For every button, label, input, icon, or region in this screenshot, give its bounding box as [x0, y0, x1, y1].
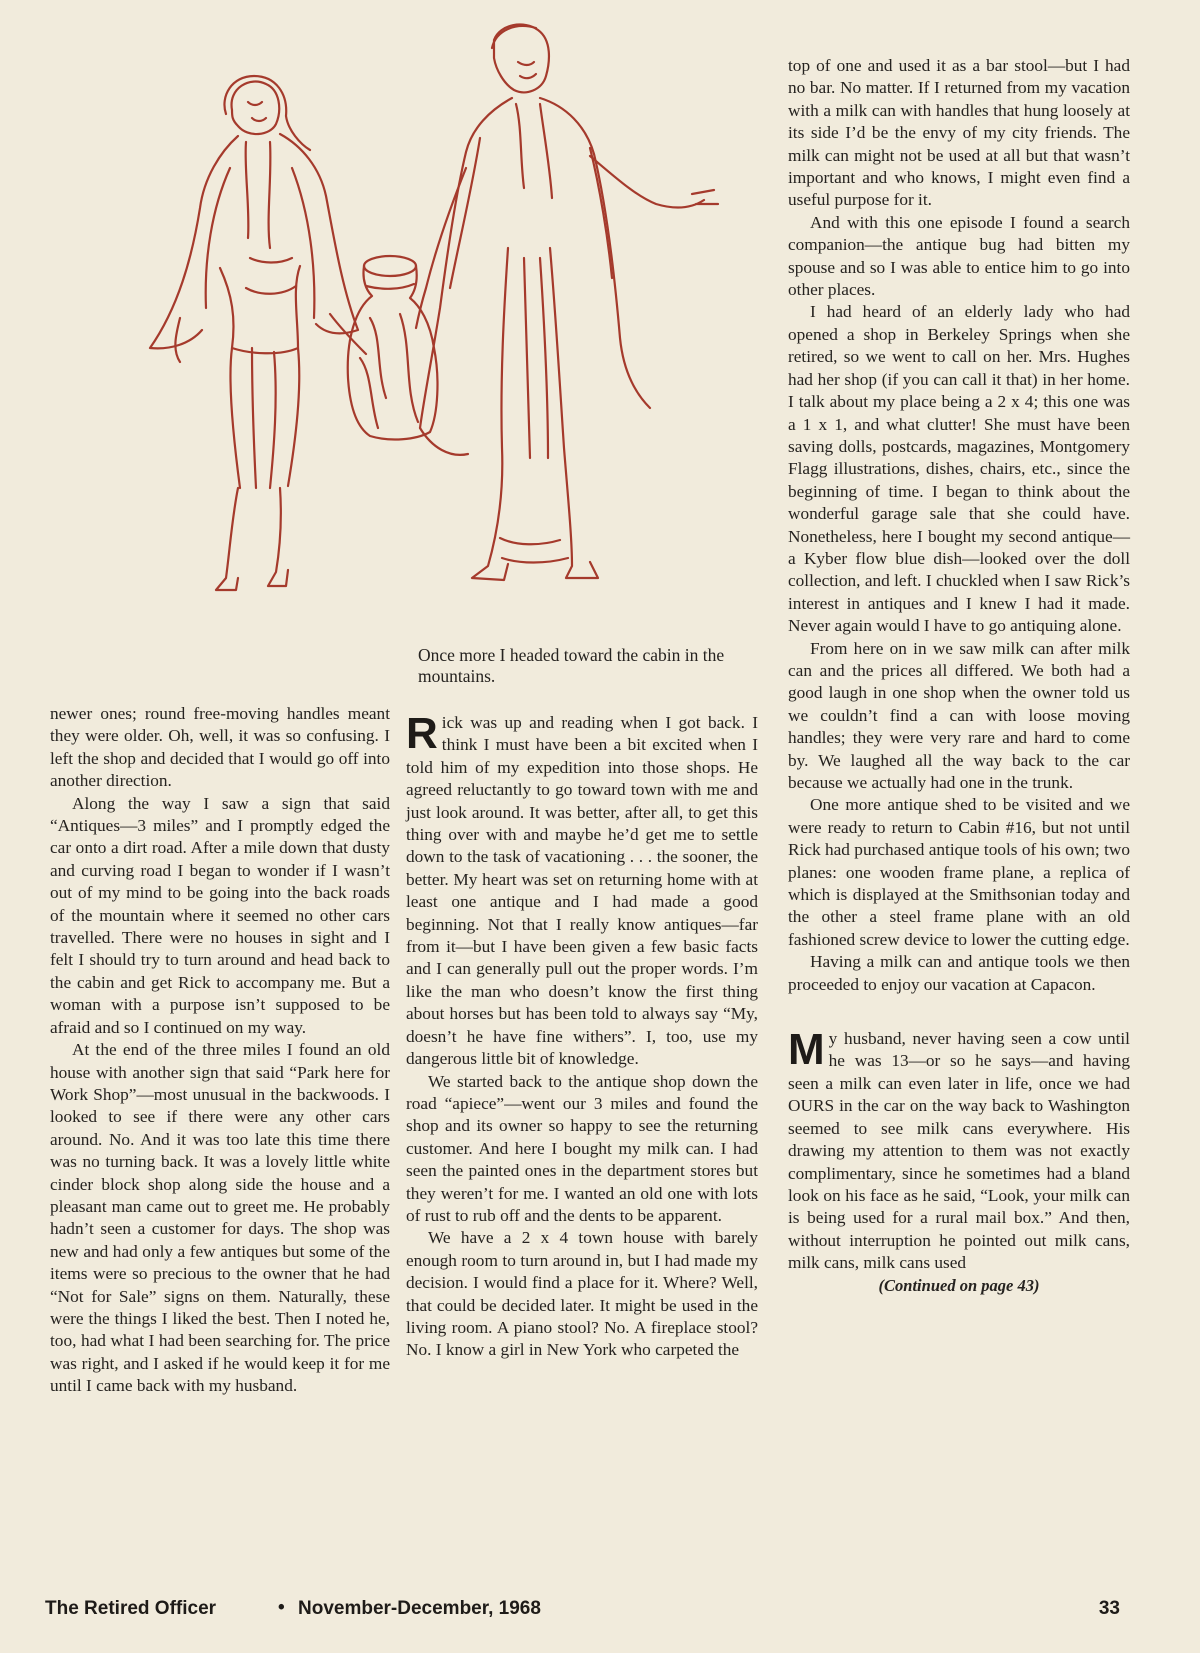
couple-with-milk-can-illustration — [120, 18, 760, 638]
body-paragraph: At the end of the three miles I found an old house with another sign that said “Park here for Work Shop”—most unusual in the backwoods. I looked to see if there were any other cars around. No. And it was too late this time there was no turning back. It was a lovely little white cinder block shop along side the house and a pleasant man came out to greet me. He probably hadn’t seen a customer for days. The shop was new and had only a few antiques but some of the items were so precious to the owner that he had “Not for Sale” signs on them. Naturally, these were the things I liked the best. Then I noted he, too, had what I had been searching for. The price was right, and I asked if he would keep it for me until I came back with my husband. — [50, 1040, 390, 1396]
body-paragraph: I had heard of an elderly lady who had opened a shop in Berkeley Springs when she retired, so we went to call on her. Mrs. Hughes had her shop (if you can call it that) in her home. I talk about my place being a 2 x 4; this one was a 1 x 1, and what clutter! She must have been saving dolls, postcards, magazines, Montgomery Flagg illustrations, dishes, chairs, etc., since the beginning of time. I began to think about the wonderful garage sale that she could have. Nonetheless, here I bought my second antique—a Kyber flow blue dish—looked over the doll collection, and left. I chuckled when I saw Rick’s interest in antiques and I knew I had it made. Never again would I have to go antiquing alone. — [788, 302, 1130, 636]
page-footer — [45, 1598, 1120, 1628]
page-number: 33 — [1098, 1598, 1120, 1619]
body-paragraph: We started back to the antique shop down the road “apiece”—went our 3 miles and found the shop and its owner so happy to see the returning customer. And here I bought my milk can. I had seen the painted ones in the department stores but they weren’t for me. I wanted an old one with lots of rust to rub off and the dents to be apparent. — [406, 1071, 758, 1225]
bullet-separator: • — [278, 1597, 285, 1618]
paragraph-text: ick was up and reading when I got back. I think I must have been a bit excited when I told him of my expedition into those shops. He agreed reluctantly to go toward town with me and just look around. It was better, after all, to get this thing over with and maybe he’d get me to settle down to the task of vacationing . . . the sooner, the better. My heart was set on returning home with at least one antique and I had made a good beginning. Not that I really know antiques—far from it—but I have been given a few basic facts and I can generally pull out the proper words. I’m like the man who doesn’t know the first thing about horses but has been told to always say “My, doesn’t he have fine withers”. I, too, use my dangerous little bit of knowledge. — [406, 713, 758, 1069]
body-paragraph: From here on in we saw milk can after milk can and the prices all differed. We both had a good laugh in one shop when the owner told us we couldn’t find a can with loose moving handles; they were very rare and hard to come by. We laughed all the way back to the car because we actually had one in the trunk. — [788, 638, 1130, 792]
body-paragraph — [788, 1025, 1130, 1274]
body-paragraph — [406, 709, 758, 1071]
body-paragraph: Along the way I saw a sign that said “Antiques—3 miles” and I promptly edged the car onto a dirt road. After a mile down that dusty and curving road I began to wonder if I wasn’t out of my mind to be going into the back roads of the mountain where it seemed no other cars travelled. There were no houses in sight and I felt I should try to turn around and head back to the cabin and get Rick to accompany me. But a woman with a purpose isn’t supposed to be afraid and so I continued on my way. — [50, 793, 390, 1037]
section-break — [788, 996, 1130, 1028]
body-paragraph: And with this one episode I found a search companion—the antique bug had bitten my spouse and so I was able to entice him to go into other places. — [788, 212, 1130, 300]
body-paragraph: top of one and used it as a bar stool—but I had no bar. No matter. If I returned from my vacation with a milk can with handles that hung loosely at its side I’d be the envy of my city friends. The milk can might not be used at all but that wasn’t important and who knows, I might even find a useful purpose for it. — [788, 56, 1130, 210]
drop-cap: M — [788, 1025, 825, 1075]
illustration-caption: Once more I headed toward the cabin in the mountains. — [418, 645, 725, 686]
man-figure — [416, 25, 718, 580]
publication-name: The Retired Officer — [45, 1598, 217, 1619]
body-paragraph: We have a 2 x 4 town house with barely enough room to turn around in, but I had made my decision. I would find a place for it. Where? Well, that could be decided later. It might be used in the living room. A piano stool? No. A fireplace stool? No. I know a girl in New York who carpeted the — [406, 1228, 758, 1360]
article-column-1 — [50, 703, 390, 1398]
body-paragraph: Having a milk can and antique tools we then proceeded to enjoy our vacation at Capacon. — [788, 952, 1130, 994]
drop-cap: R — [406, 709, 438, 758]
body-paragraph: One more antique shed to be visited and we were ready to return to Cabin #16, but not until Rick had purchased antique tools of his own; two planes: one wooden frame plane, a replica of which is displayed at the Smithsonian today and the other a steel frame plane with an old fashioned screw device to lower the cutting edge. — [788, 795, 1130, 949]
article-column-3 — [788, 55, 1130, 1297]
body-paragraph: newer ones; round free-moving handles meant they were older. Oh, well, it was so confusing. I left the shop and decided that I would go off into another direction. — [50, 704, 390, 791]
continued-note: (Continued on page 43) — [878, 1275, 1040, 1295]
issue-date: November-December, 1968 — [298, 1598, 541, 1619]
woman-figure — [150, 76, 366, 590]
article-column-2 — [406, 709, 758, 1362]
paragraph-text: y husband, never having seen a cow until he was 13—or so he says—and having seen a milk can even later in life, once we had OURS in the car on the way back to Washington seemed to see milk cans everywhere. His drawing my attention to them was not exactly complimentary, since he sometimes had a bland look on his face as he said, “Look, your milk can is being used for a rural mail box.” And then, without interruption he pointed out milk cans, milk cans, milk cans used — [788, 1029, 1130, 1273]
